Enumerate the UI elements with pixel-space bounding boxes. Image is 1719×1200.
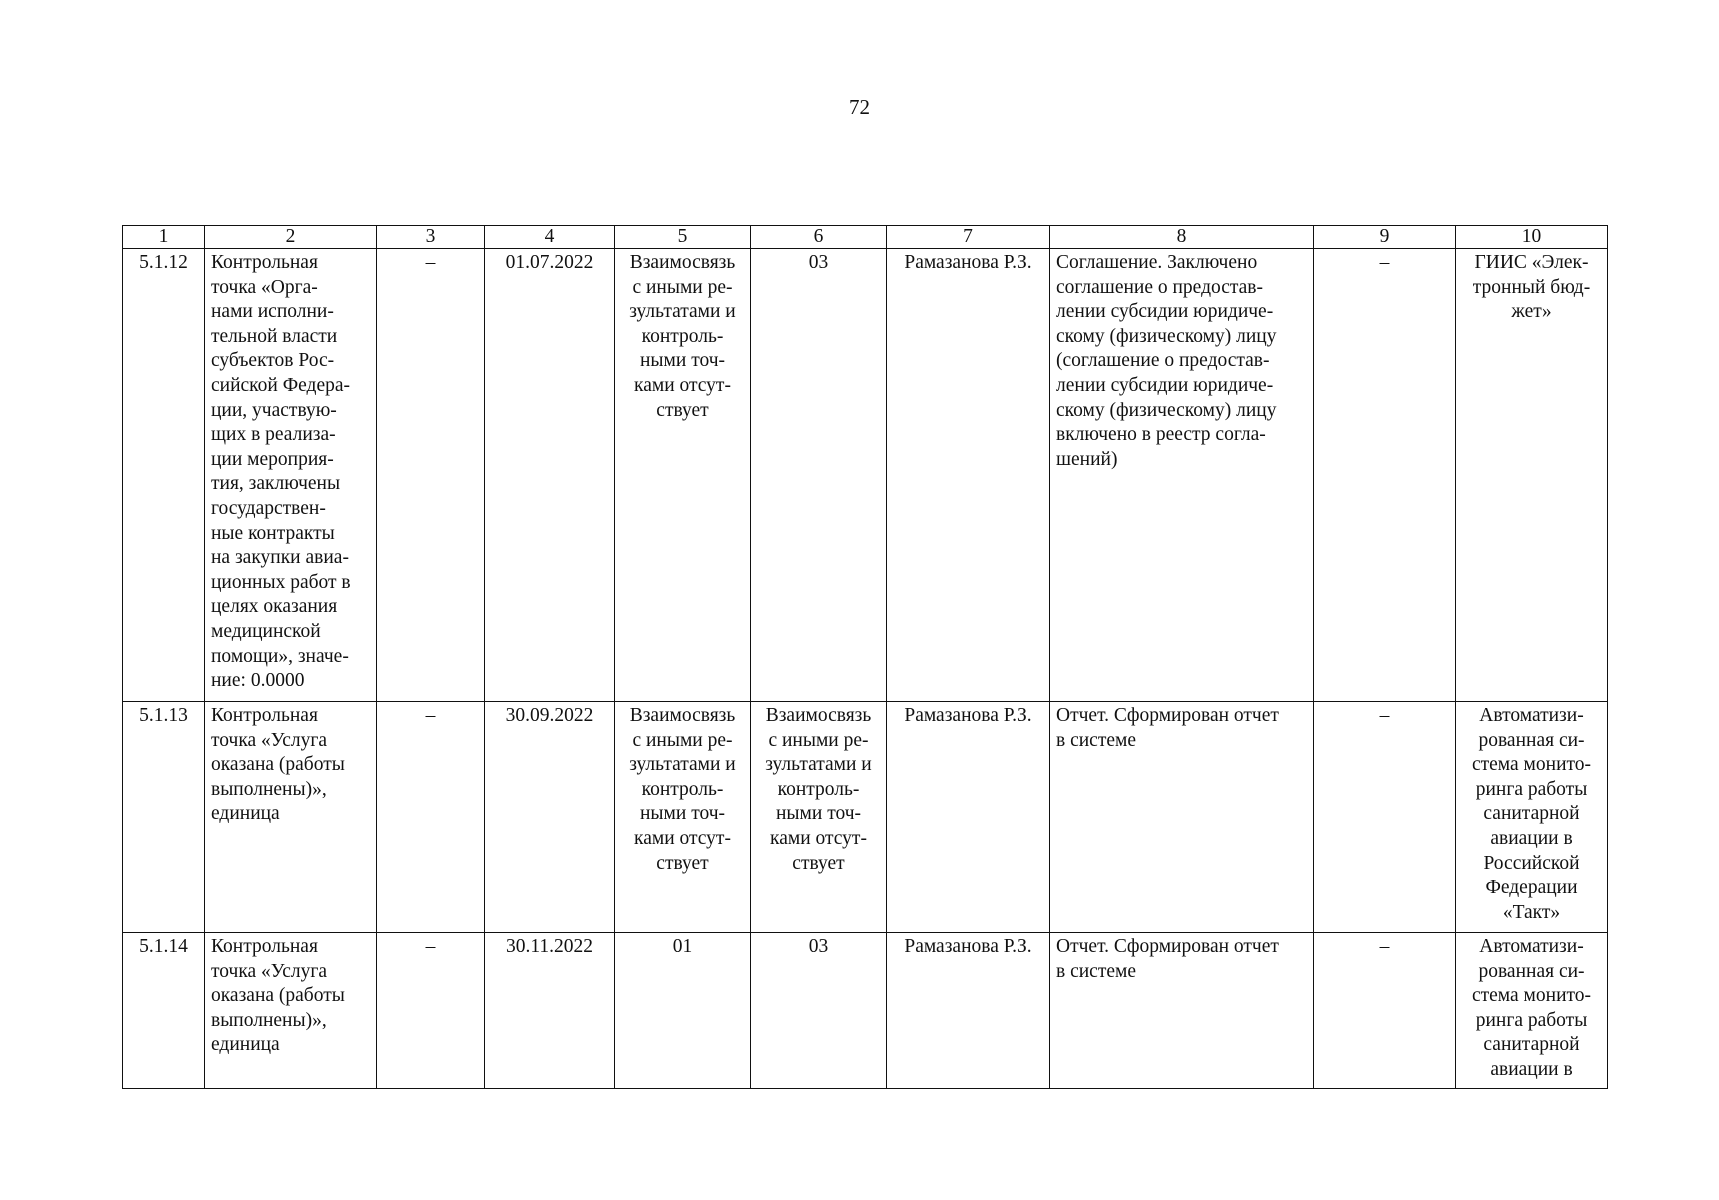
- cell-col9: –: [1314, 249, 1456, 702]
- cell-col5: Взаимосвязь с иными ре- зультатами и контроль- ными точ- ками отсут- ствует: [615, 249, 751, 702]
- cell-col6: 03: [751, 249, 887, 702]
- responsible-person: Рамазанова Р.З.: [887, 702, 1050, 933]
- table-row: [123, 702, 1608, 933]
- row-number: 5.1.14: [123, 933, 205, 1089]
- cell-col5: Взаимосвязь с иными ре- зультатами и контроль- ными точ- ками отсут- ствует: [615, 702, 751, 933]
- control-points-table: [122, 225, 1608, 1089]
- column-number: 1: [123, 226, 205, 249]
- due-date: 30.09.2022: [485, 702, 615, 933]
- table-row: [123, 933, 1608, 1089]
- cell-col3: –: [377, 702, 485, 933]
- cell-col9: –: [1314, 702, 1456, 933]
- column-number: 6: [751, 226, 887, 249]
- row-number: 5.1.13: [123, 702, 205, 933]
- row-number: 5.1.12: [123, 249, 205, 702]
- control-point-name: Контрольная точка «Орга- нами исполни- тельной власти субъектов Рос- сийской Федера- ции, участвую- щих в реализа- ции мероприя- тия, заключены государствен- ные контракты на закупки авиа- ционных работ в целях оказания медицинской помощи», значе- ние: 0.0000: [205, 249, 377, 702]
- cell-col9: –: [1314, 933, 1456, 1089]
- column-number: 3: [377, 226, 485, 249]
- result-description: Соглашение. Заключено соглашение о предостав- лении субсидии юридиче- скому (физическому) лицу (соглашение о предостав- лении субсидии юридиче- скому (физическому) лицу включено в реестр согла- шений): [1050, 249, 1314, 702]
- result-description: Отчет. Сформирован отчет в системе: [1050, 702, 1314, 933]
- column-number: 9: [1314, 226, 1456, 249]
- control-point-name: Контрольная точка «Услуга оказана (работы выполнены)», единица: [205, 702, 377, 933]
- column-number: 2: [205, 226, 377, 249]
- cell-col5: 01: [615, 933, 751, 1089]
- page-number: 72: [849, 95, 870, 119]
- table-row: [123, 249, 1608, 702]
- result-description: Отчет. Сформирован отчет в системе: [1050, 933, 1314, 1089]
- column-number: 8: [1050, 226, 1314, 249]
- column-number: 10: [1456, 226, 1608, 249]
- column-number: 5: [615, 226, 751, 249]
- column-number: 7: [887, 226, 1050, 249]
- control-point-name: Контрольная точка «Услуга оказана (работы выполнены)», единица: [205, 933, 377, 1089]
- information-system: Автоматизи- рованная си- стема монито- ринга работы санитарной авиации в: [1456, 933, 1608, 1089]
- information-system: ГИИС «Элек- тронный бюд- жет»: [1456, 249, 1608, 702]
- due-date: 30.11.2022: [485, 933, 615, 1089]
- due-date: 01.07.2022: [485, 249, 615, 702]
- cell-col6: Взаимосвязь с иными ре- зультатами и контроль- ными точ- ками отсут- ствует: [751, 702, 887, 933]
- column-number-row: [123, 226, 1608, 249]
- cell-col6: 03: [751, 933, 887, 1089]
- information-system: Автоматизи- рованная си- стема монито- ринга работы санитарной авиации в Российской Федерации «Такт»: [1456, 702, 1608, 933]
- cell-col3: –: [377, 249, 485, 702]
- responsible-person: Рамазанова Р.З.: [887, 933, 1050, 1089]
- responsible-person: Рамазанова Р.З.: [887, 249, 1050, 702]
- column-number: 4: [485, 226, 615, 249]
- cell-col3: –: [377, 933, 485, 1089]
